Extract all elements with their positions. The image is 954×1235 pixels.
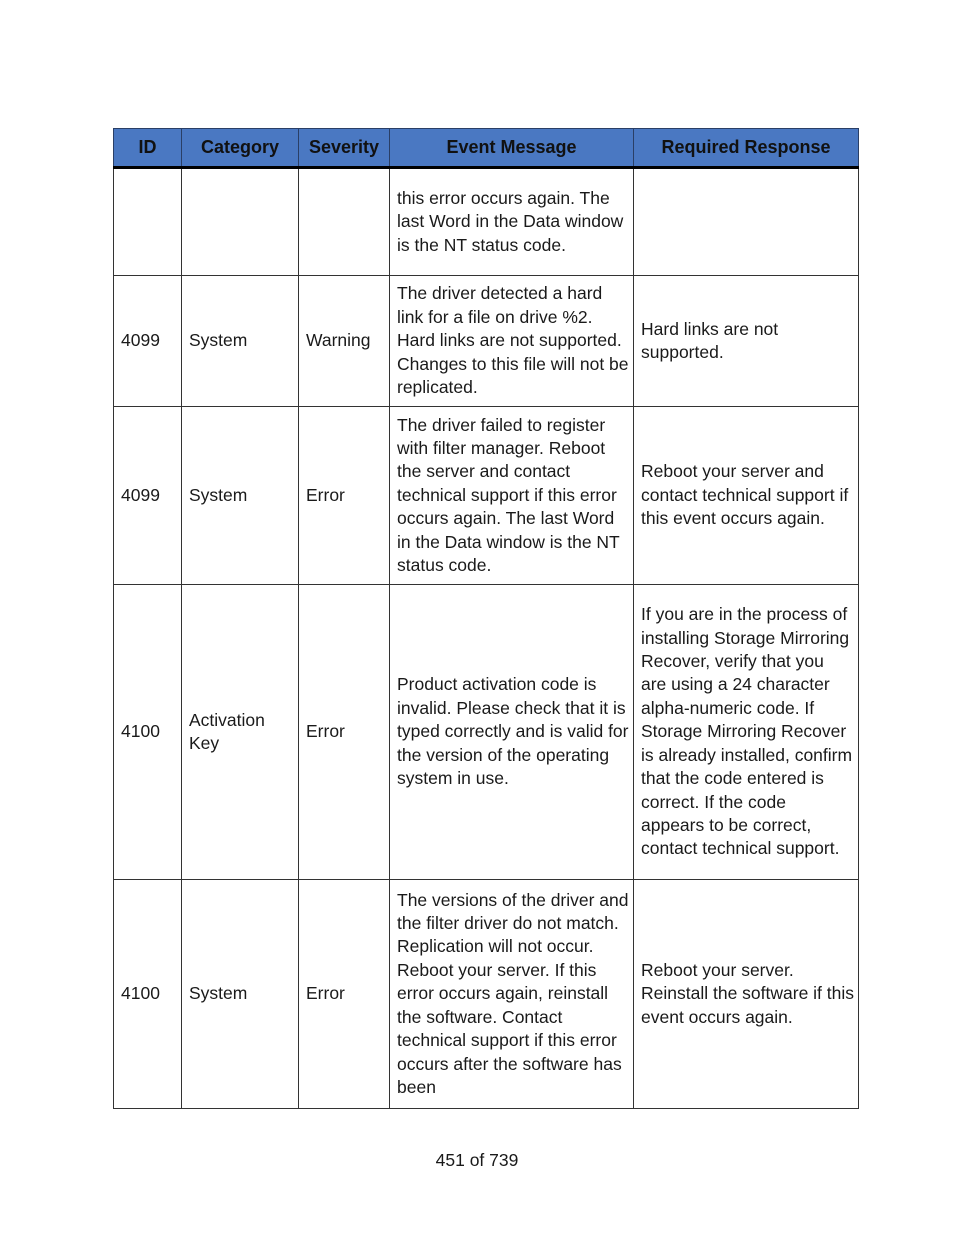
header-event-message: Event Message bbox=[390, 129, 634, 168]
table-row bbox=[114, 168, 859, 276]
header-severity: Severity bbox=[299, 129, 390, 168]
header-required-response: Required Response bbox=[634, 129, 859, 168]
cell-category: Activation Key bbox=[182, 585, 299, 880]
cell-required-response: Reboot your server and contact technical support if this event occurs again. bbox=[634, 407, 859, 585]
header-id: ID bbox=[114, 129, 182, 168]
cell-category: System bbox=[182, 276, 299, 407]
cell-id: 4100 bbox=[114, 585, 182, 880]
cell-required-response: Hard links are not supported. bbox=[634, 276, 859, 407]
cell-required-response: If you are in the process of installing Storage Mirroring Recover, verify that you are using a 24 character alpha-numeric code. If Storage Mirroring Recover is already installed, confirm that the code entered is correct. If the code appears to be correct, contact technical support. bbox=[634, 585, 859, 880]
cell-event-message: Product activation code is invalid. Please check that it is typed correctly and is valid for the version of the operating system in use. bbox=[390, 585, 634, 880]
cell-event-message: The driver failed to register with filter manager. Reboot the server and contact technical support if this error occurs again. The last Word in the Data window is the NT status code. bbox=[390, 407, 634, 585]
cell-category bbox=[182, 168, 299, 276]
cell-severity: Error bbox=[299, 407, 390, 585]
cell-severity: Warning bbox=[299, 276, 390, 407]
cell-severity: Error bbox=[299, 880, 390, 1109]
cell-severity: Error bbox=[299, 585, 390, 880]
header-row bbox=[114, 129, 859, 168]
cell-id: 4100 bbox=[114, 880, 182, 1109]
cell-required-response: Reboot your server. Reinstall the software if this event occurs again. bbox=[634, 880, 859, 1109]
cell-severity bbox=[299, 168, 390, 276]
cell-id: 4099 bbox=[114, 276, 182, 407]
cell-id bbox=[114, 168, 182, 276]
table-body bbox=[114, 168, 859, 1109]
cell-category: System bbox=[182, 880, 299, 1109]
table-header bbox=[114, 129, 859, 168]
table-row bbox=[114, 276, 859, 407]
table-row bbox=[114, 585, 859, 880]
page-number: 451 of 739 bbox=[435, 1150, 519, 1170]
cell-id: 4099 bbox=[114, 407, 182, 585]
event-log-table bbox=[113, 128, 859, 1109]
header-category: Category bbox=[182, 129, 299, 168]
cell-event-message: The versions of the driver and the filter driver do not match. Replication will not occur. Reboot your server. If this error occurs again, reinstall the software. Contact technical support if this error occurs after the software has been bbox=[390, 880, 634, 1109]
cell-event-message: this error occurs again. The last Word in the Data window is the NT status code. bbox=[390, 168, 634, 276]
cell-required-response bbox=[634, 168, 859, 276]
table-row bbox=[114, 407, 859, 585]
cell-category: System bbox=[182, 407, 299, 585]
table-row bbox=[114, 880, 859, 1109]
cell-event-message: The driver detected a hard link for a file on drive %2. Hard links are not supported. Changes to this file will not be replicated. bbox=[390, 276, 634, 407]
